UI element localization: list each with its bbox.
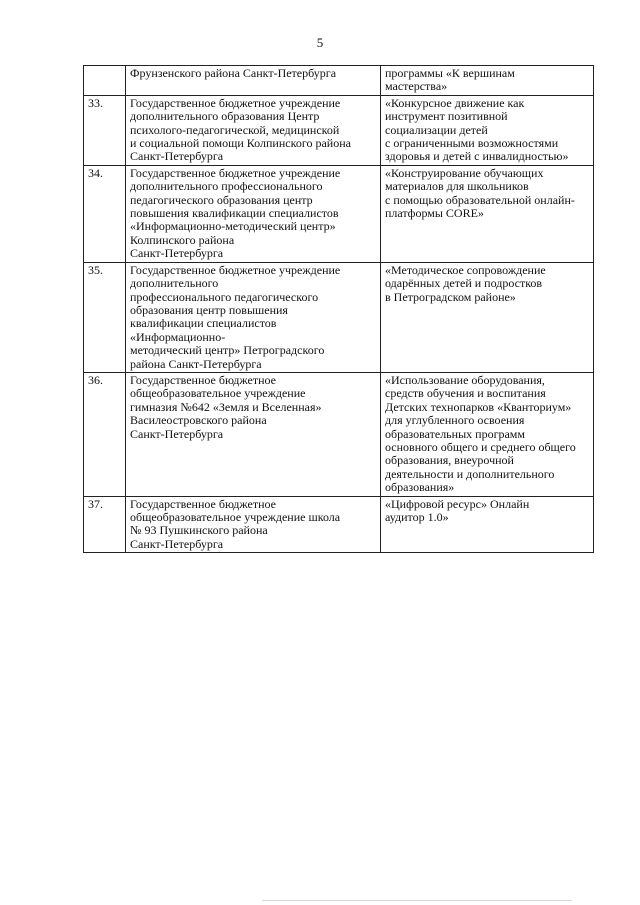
- row-number-cell: 34.: [84, 165, 126, 262]
- row-number-cell: 36.: [84, 372, 126, 496]
- table-row: [84, 95, 594, 165]
- table-row: [84, 165, 594, 262]
- row-number-cell: [84, 66, 126, 96]
- table-row: [84, 262, 594, 372]
- organization-cell: Государственное бюджетное учреждение дополнительного образования Центр психолого-педагогической, медицинской и социальной помощи Колпинского района Санкт-Петербурга: [126, 95, 381, 165]
- project-cell: программы «К вершинам мастерства»: [381, 66, 594, 96]
- organization-cell: Государственное бюджетное учреждение дополнительного профессионального педагогического образования центр повышения квалификации специалистов «Информационно- методический центр» Петроградского района Санкт-Петербурга: [126, 262, 381, 372]
- organization-cell: Фрунзенского района Санкт-Петербурга: [126, 66, 381, 96]
- row-number-cell: 37.: [84, 496, 126, 553]
- row-number-cell: 35.: [84, 262, 126, 372]
- organization-cell: Государственное бюджетное общеобразовательное учреждение школа № 93 Пушкинского района Санкт-Петербурга: [126, 496, 381, 553]
- project-cell: «Использование оборудования, средств обучения и воспитания Детских технопарков «Кванториум» для углубленного освоения образовательных программ основного общего и среднего общего образования, внеурочной деятельности и дополнительного образования»: [381, 372, 594, 496]
- project-cell: «Конкурсное движение как инструмент позитивной социализации детей с ограниченными возможностями здоровья и детей с инвалидностью»: [381, 95, 594, 165]
- row-number-cell: 33.: [84, 95, 126, 165]
- organization-cell: Государственное бюджетное учреждение дополнительного профессионального педагогического образования центр повышения квалификации специалистов «Информационно-методический центр» Колпинского района Санкт-Петербурга: [126, 165, 381, 262]
- table-row: [84, 66, 594, 96]
- project-cell: «Конструирование обучающих материалов для школьников с помощью образовательной онлайн- платформы CORE»: [381, 165, 594, 262]
- table-row: [84, 496, 594, 553]
- table-row: [84, 372, 594, 496]
- organization-cell: Государственное бюджетное общеобразовательное учреждение гимназия №642 «Земля и Вселенная» Василеостровского района Санкт-Петербурга: [126, 372, 381, 496]
- projects-table: [83, 65, 594, 553]
- scan-edge-divider: [262, 900, 572, 901]
- project-cell: «Методическое сопровождение одарённых детей и подростков в Петроградском районе»: [381, 262, 594, 372]
- project-cell: «Цифровой ресурс» Онлайн аудитор 1.0»: [381, 496, 594, 553]
- page-number: 5: [316, 35, 324, 50]
